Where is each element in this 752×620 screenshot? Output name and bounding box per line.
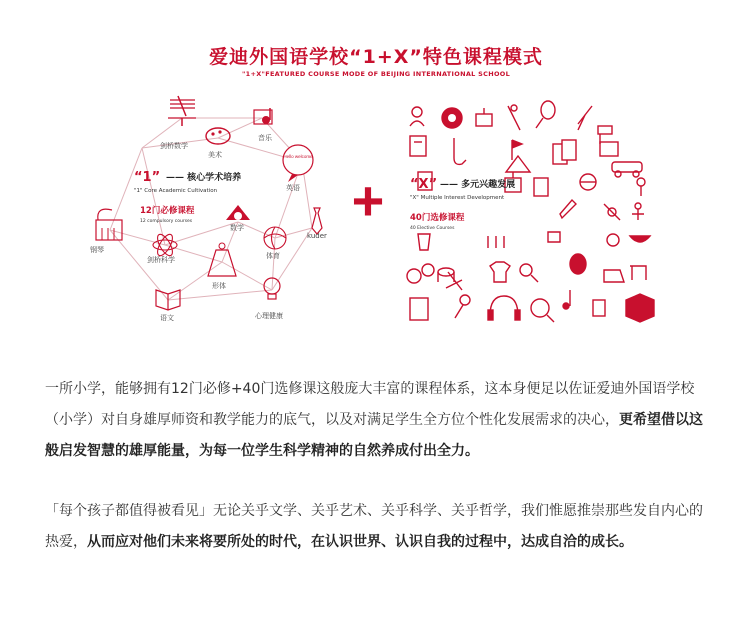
x-count: 40门选修课程 xyxy=(410,213,465,223)
hands-icon xyxy=(488,236,504,248)
plus-sign: + xyxy=(351,169,385,232)
node-label-pe: 体育 xyxy=(266,252,280,260)
speech-bubble-text: Hello welcome xyxy=(283,154,313,159)
note-icon xyxy=(563,290,570,309)
core-block xyxy=(134,170,241,224)
paragraph-2-normal: 「每个孩子都值得被看见」无论关乎文学、关乎艺术、关乎科学、关乎哲学，我们惟愿推崇那些发自内心的热爱， xyxy=(45,503,703,550)
core-en: "1" Core Academic Cultivation xyxy=(134,188,218,194)
node-label-cambridge-science: 剑桥科学 xyxy=(147,256,175,264)
notebook-icon xyxy=(410,136,426,156)
x-count-en: 40 Elective Courses xyxy=(410,226,455,231)
cube-icon xyxy=(626,294,654,322)
paragraph-2-bold: 从而应对他们未来将要所处的时代，在认识世界、认识自我的过程中，达成自洽的成长。 xyxy=(87,534,633,550)
people-icon xyxy=(410,107,424,126)
x-title: —— 多元兴趣发展 xyxy=(440,180,516,190)
ping-pong-icon xyxy=(531,299,554,322)
core-count-en: 12 compulsory courses xyxy=(140,219,193,224)
shoe-icon xyxy=(604,270,624,282)
core-title: —— 核心学术培养 xyxy=(166,173,242,183)
telescope-icon xyxy=(578,106,592,130)
paragraph-1-bold: 更希望借以这般启发智慧的雄厚能量，为每一位学生科学精神的自然养成付出全力。 xyxy=(45,412,703,459)
page-title: 爱迪外国语学校“1+X”特色课程模式 xyxy=(209,46,543,68)
car-icon xyxy=(612,162,642,177)
node-label-art: 美术 xyxy=(208,151,222,159)
tie-icon xyxy=(312,208,322,234)
node-label-english: 英语 xyxy=(286,184,300,192)
page-subtitle: "1+X"FEATURED COURSE MODE OF BEIJING INTERNATIONAL SCHOOL xyxy=(241,70,511,78)
node-label-kuder: kuder xyxy=(307,232,327,240)
drone-icon xyxy=(604,204,620,220)
node-label-chinese: 语文 xyxy=(160,314,174,322)
photo-icon xyxy=(410,298,428,320)
x-block xyxy=(410,177,515,231)
globe-icon xyxy=(580,174,596,190)
paragraph-1 xyxy=(45,374,713,467)
tent-icon xyxy=(506,156,530,172)
paragraph-2 xyxy=(45,496,713,558)
fencing-icon xyxy=(508,105,520,130)
core-mark: “1” xyxy=(134,170,161,185)
figure-icon xyxy=(637,178,645,196)
paragraph-1-normal: 一所小学，能够拥有12门必修+40门选修课这般庞大丰富的课程体系，这本身便足以佐证爱迪外国语学校（小学）对自身雄厚师资和教学能力的底气，以及对满足学生全方位个性化发展需求的决心， xyxy=(45,381,695,428)
palette-icon xyxy=(206,128,230,144)
x-mark: “X” xyxy=(410,177,438,192)
tablet-icon xyxy=(534,178,548,196)
headphones-icon xyxy=(488,296,520,320)
tshirt-icon xyxy=(490,262,510,282)
node-label-mental-health: 心理健康 xyxy=(255,312,283,320)
racket-icon xyxy=(536,101,555,128)
elective-icons xyxy=(407,101,654,322)
course-diagram xyxy=(0,80,752,340)
x-en: "X" Multiple Interest Development xyxy=(410,195,505,201)
piano-icon xyxy=(96,209,122,240)
cup-icon xyxy=(418,234,430,250)
hoop-icon xyxy=(607,234,619,246)
lantern-icon xyxy=(570,254,586,274)
microphone-icon xyxy=(455,295,470,318)
cake-icon xyxy=(476,108,492,126)
lion-head-icon xyxy=(442,108,462,128)
compass-icon xyxy=(226,205,250,220)
masks-icon xyxy=(407,264,434,283)
magnifier-icon xyxy=(520,264,538,282)
node-label-body: 形体 xyxy=(212,282,226,290)
speech-bubble-icon xyxy=(283,145,313,182)
node-label-music: 音乐 xyxy=(258,134,272,142)
drum-icon xyxy=(438,268,454,282)
trash-icon xyxy=(593,300,605,316)
drill-icon xyxy=(548,232,560,242)
dancer-icon xyxy=(632,203,644,220)
core-count: 12门必修课程 xyxy=(140,206,195,216)
node-label-cambridge-math: 剑桥数学 xyxy=(160,142,188,150)
watermelon-icon xyxy=(630,236,650,242)
horse-icon xyxy=(630,266,646,280)
saxophone-icon xyxy=(454,138,466,164)
rocket-icon xyxy=(560,200,576,218)
node-label-math: 数学 xyxy=(230,224,244,232)
cards-icon xyxy=(553,140,576,164)
node-label-piano: 钢琴 xyxy=(90,246,104,254)
violin-icon xyxy=(168,96,196,126)
music-note-icon xyxy=(254,108,272,124)
book-icon xyxy=(156,290,180,310)
film-icon xyxy=(600,142,618,156)
